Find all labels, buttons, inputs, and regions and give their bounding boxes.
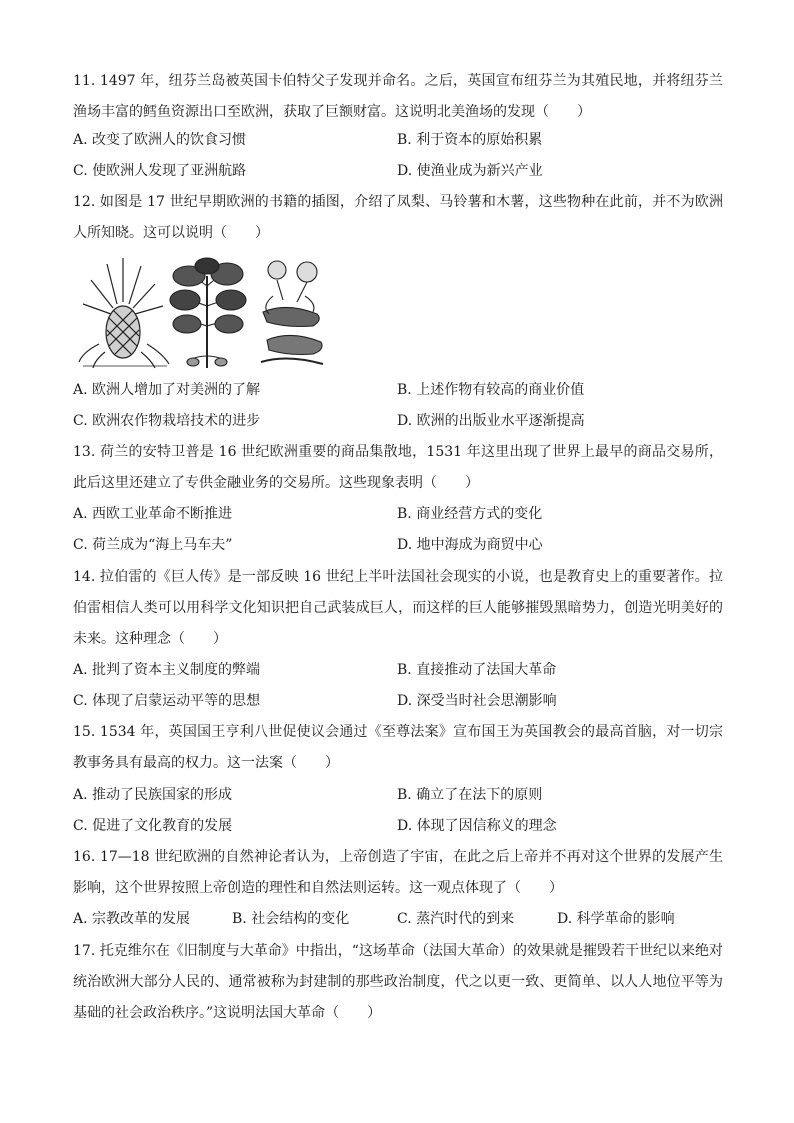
question-14-option-d: D. 深受当时社会思潮影响 <box>397 693 557 709</box>
question-15-option-d: D. 体现了因信称义的理念 <box>397 818 557 834</box>
question-16-option-c: C. 蒸汽时代的到来 <box>397 911 515 927</box>
question-12-option-d: D. 欧洲的出版业水平逐渐提高 <box>397 413 585 429</box>
question-13-option-d: D. 地中海成为商贸中心 <box>397 537 543 553</box>
question-14-stem: 14. 拉伯雷的《巨人传》是一部反映 16 世纪上半叶法国社会现实的小说，也是教育史上的重要著作。拉伯雷相信人类可以用科学文化知识把自己武装成巨人，而这样的巨人能够摧毁黑暗势力，创造光明美好的未来。这种理念（ ） <box>73 569 723 647</box>
question-16-option-b: B. 社会结构的变化 <box>232 911 350 927</box>
question-13-stem: 13. 荷兰的安特卫普是 16 世纪欧洲重要的商品集散地，1531 年这里出现了世界上最早的商品交易所，此后这里还建立了专供金融业务的交易所。这些现象表明（ ） <box>73 444 723 491</box>
question-11-option-b: B. 利于资本的原始积累 <box>397 132 543 148</box>
question-11-option-a: A. 改变了欧洲人的饮食习惯 <box>73 132 247 148</box>
question-14-option-c: C. 体现了启蒙运动平等的思想 <box>73 693 261 709</box>
question-11-stem: 11. 1497 年，纽芬兰岛被英国卡伯特父子发现并命名。之后，英国宣布纽芬兰为其殖民地，并将纽芬兰渔场丰富的鳕鱼资源出口至欧洲，获取了巨额财富。这说明北美渔场的发现（ ） <box>73 73 723 120</box>
question-14-option-b: B. 直接推动了法国大革命 <box>397 662 557 678</box>
question-12-option-b: B. 上述作物有较高的商业价值 <box>397 382 585 398</box>
question-16-option-d: D. 科学革命的影响 <box>557 911 675 927</box>
question-16-option-a: A. 宗教改革的发展 <box>73 911 191 927</box>
crop-illustration <box>77 256 329 372</box>
question-12-stem: 12. 如图是 17 世纪早期欧洲的书籍的插图，介绍了凤梨、马铃薯和木薯，这些物种在此前，并不为欧洲人所知晓。这可以说明（ ） <box>73 194 723 241</box>
question-15-stem: 15. 1534 年，英国国王亨利八世促使议会通过《至尊法案》宣布国王为英国教会的最高首脑，对一切宗教事务具有最高的权力。这一法案（ ） <box>73 724 723 771</box>
question-11-option-c: C. 使欧洲人发现了亚洲航路 <box>73 163 247 179</box>
question-16-stem: 16. 17—18 世纪欧洲的自然神论者认为，上帝创造了宇宙，在此之后上帝并不再对这个世界的发展产生影响，这个世界按照上帝创造的理性和自然法则运转。这一观点体现了（ ） <box>73 849 723 896</box>
question-15-option-b: B. 确立了在法下的原则 <box>397 787 543 803</box>
question-12-option-a: A. 欧洲人增加了对美洲的了解 <box>73 382 261 398</box>
question-17-stem: 17. 托克维尔在《旧制度与大革命》中指出，“这场革命（法国大革命）的效果就是摧毁若干世纪以来绝对统治欧洲大部分人民的、通常被称为封建制的那些政治制度，代之以更一致、更简单、以人人地位平等为基础的社会政治秩序。”这说明法国大革命（ ） <box>73 943 723 1021</box>
question-15-option-c: C. 促进了文化教育的发展 <box>73 818 233 834</box>
question-11-option-d: D. 使渔业成为新兴产业 <box>397 163 543 179</box>
question-13-option-a: A. 西欧工业革命不断推进 <box>73 506 233 522</box>
question-13-option-b: B. 商业经营方式的变化 <box>397 506 543 522</box>
question-14-option-a: A. 批判了资本主义制度的弊端 <box>73 662 261 678</box>
question-13-option-c: C. 荷兰成为“海上马车夫” <box>73 537 233 553</box>
question-12-option-c: C. 欧洲农作物栽培技术的进步 <box>73 413 261 429</box>
question-15-option-a: A. 推动了民族国家的形成 <box>73 787 233 803</box>
